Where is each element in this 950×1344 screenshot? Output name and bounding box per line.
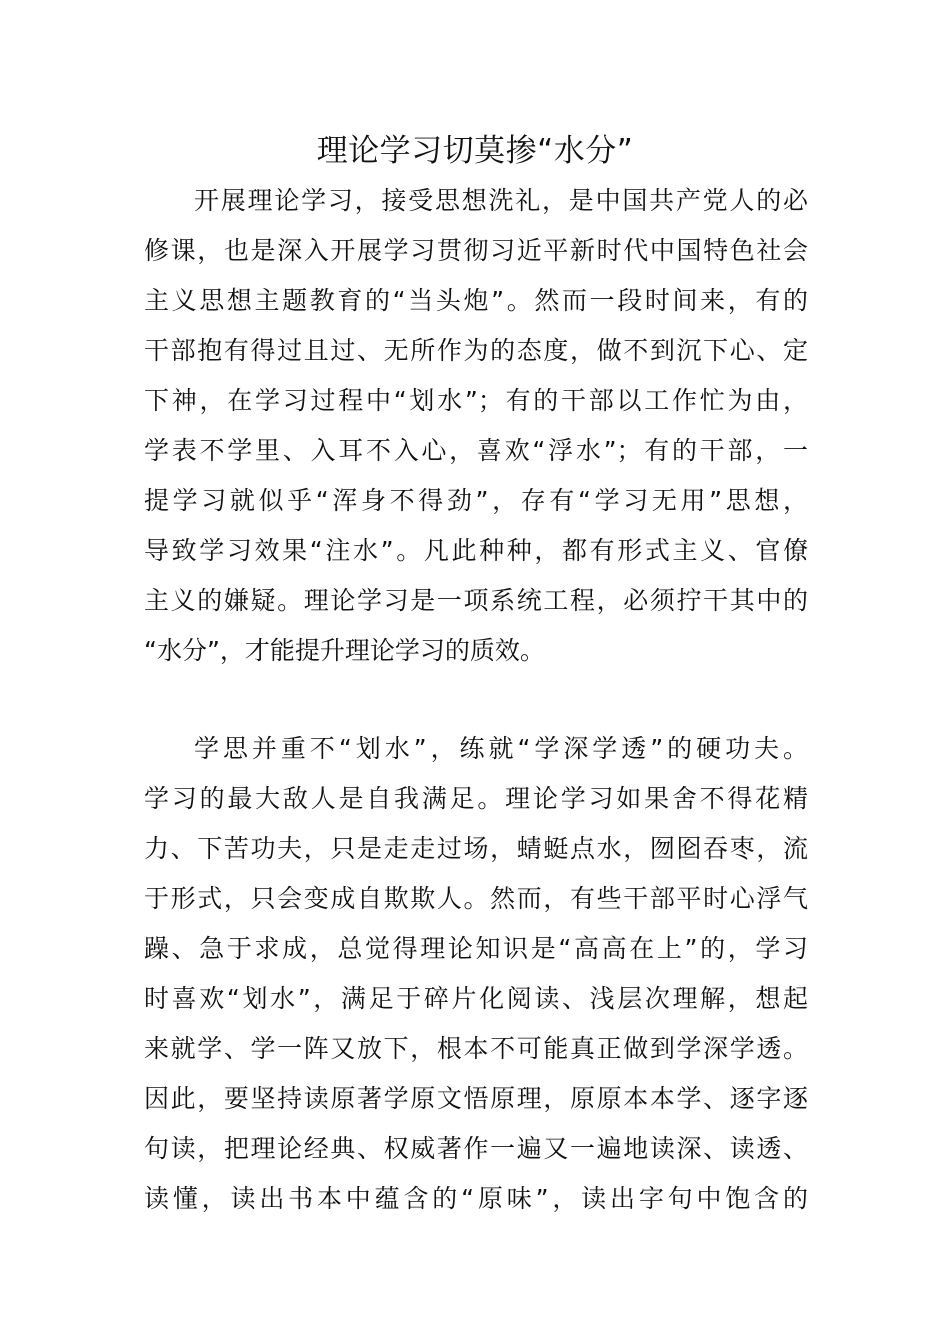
- paragraph-line: 因此，要坚持读原著学原文悟原理，原原本本学、逐字逐: [144, 1084, 808, 1113]
- paragraph-line: 时喜欢“划水”，满足于碎片化阅读、浅层次理解，想起: [144, 984, 808, 1013]
- paragraph-intro: [144, 176, 808, 676]
- paragraph-line: 读懂，读出书本中蕴含的“原味”，读出字句中饱含的: [144, 1184, 808, 1213]
- paragraph-line: 主义的嫌疑。理论学习是一项系统工程，必须拧干其中的: [144, 586, 808, 615]
- document-title: 理论学习切莫掺“水分”: [316, 133, 634, 169]
- paragraph-line: 提学习就似乎“浑身不得劲”，存有“学习无用”思想，: [144, 486, 808, 515]
- paragraph-line: 句读，把理论经典、权威著作一遍又一遍地读深、读透、: [144, 1134, 808, 1163]
- paragraph-line: 学表不学里、入耳不入心，喜欢“浮水”；有的干部，一: [144, 436, 808, 465]
- paragraph-line: “水分”，才能提升理论学习的质效。: [144, 636, 545, 665]
- paragraph-line: 修课，也是深入开展学习贯彻习近平新时代中国特色社会: [144, 236, 808, 265]
- paragraph-line: 学习的最大敌人是自我满足。理论学习如果舍不得花精: [144, 784, 808, 813]
- paragraph-line: 开展理论学习，接受思想洗礼，是中国共产党人的必: [194, 186, 808, 215]
- paragraph-line: 导致学习效果“注水”。凡此种种，都有形式主义、官僚: [144, 536, 808, 565]
- paragraph-line: 于形式，只会变成自欺欺人。然而，有些干部平时心浮气: [144, 884, 808, 913]
- paragraph-line: 力、下苦功夫，只是走走过场，蜻蜓点水，囫囵吞枣，流: [144, 834, 808, 863]
- paragraph-line: 学思并重不“划水”，练就“学深学透”的硬功夫。: [194, 734, 808, 763]
- paragraph-line: 躁、急于求成，总觉得理论知识是“高高在上”的，学习: [144, 934, 808, 963]
- paragraph-line: 干部抱有得过且过、无所作为的态度，做不到沉下心、定: [144, 336, 808, 365]
- paragraph-line: 下神，在学习过程中“划水”；有的干部以工作忙为由，: [144, 386, 808, 415]
- paragraph-section-1: [144, 724, 808, 1224]
- paragraph-line: 主义思想主题教育的“当头炮”。然而一段时间来，有的: [144, 286, 808, 315]
- paragraph-line: 来就学、学一阵又放下，根本不可能真正做到学深学透。: [144, 1034, 808, 1063]
